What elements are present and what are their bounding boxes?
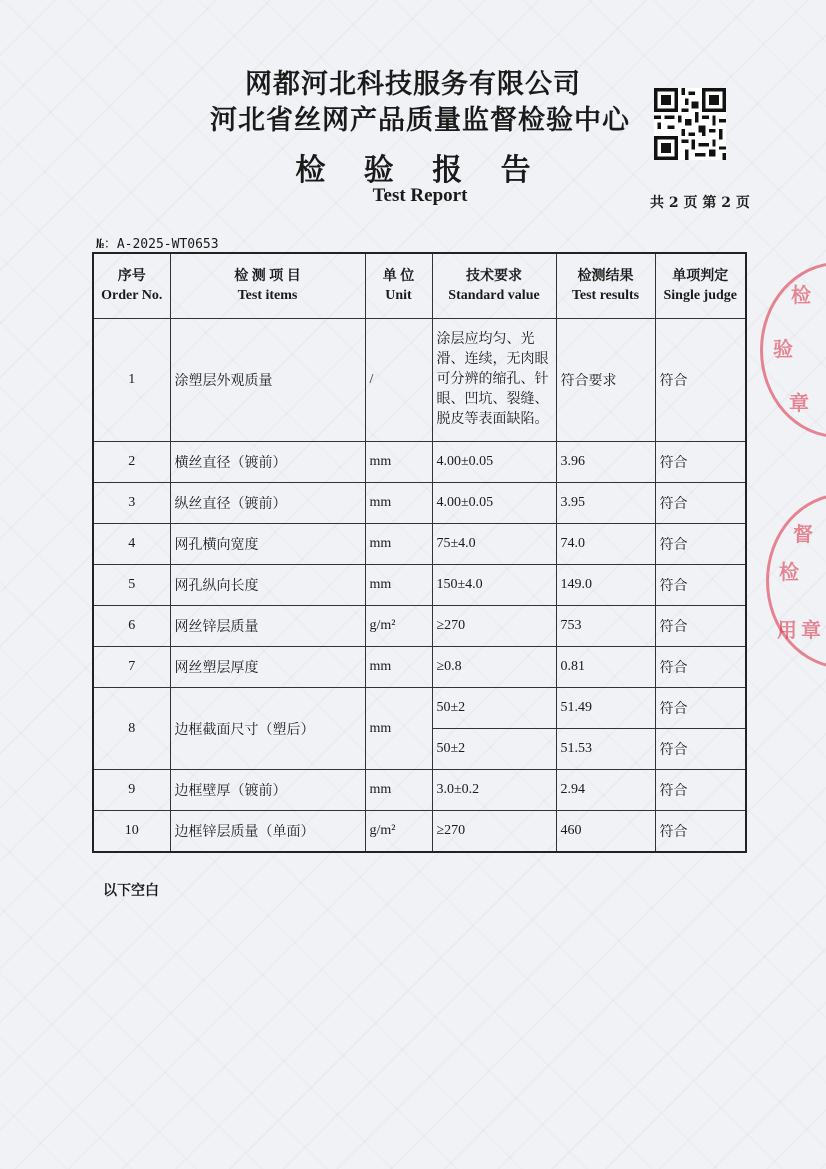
- cell-standard: 涂层应均匀、光滑、连续，无肉眼可分辨的缩孔、针眼、凹坑、裂缝、脱皮等表面缺陷。: [432, 319, 556, 442]
- cell-order: 2: [93, 442, 170, 483]
- table-row: [93, 770, 746, 811]
- cell-result: 3.96: [556, 442, 655, 483]
- cell-standard: 4.00±0.05: [432, 483, 556, 524]
- cell-standard: 4.00±0.05: [432, 442, 556, 483]
- col-header-unit: 单 位 Unit: [365, 253, 432, 319]
- report-title-cn: 检 验 报 告: [295, 153, 545, 188]
- cell-judge: 符合: [655, 483, 746, 524]
- table-row: [93, 319, 746, 442]
- table-header-row: [93, 253, 746, 319]
- cell-order: 7: [93, 647, 170, 688]
- cell-judge: 符合: [655, 606, 746, 647]
- page-info: 共 2 页 第 2 页: [650, 195, 750, 211]
- cell-unit: mm: [365, 770, 432, 811]
- cell-unit: g/m²: [365, 606, 432, 647]
- cell-item: 边框锌层质量（单面）: [170, 811, 365, 853]
- table-row: [93, 524, 746, 565]
- table-row: [93, 565, 746, 606]
- cell-order: 8: [93, 688, 170, 770]
- col-header-standard: 技术要求 Standard value: [432, 253, 556, 319]
- official-seal-stamp: 督 用 章 检: [766, 493, 826, 669]
- cell-result: 2.94: [556, 770, 655, 811]
- cell-item: 横丝直径（镀前）: [170, 442, 365, 483]
- cell-judge: 符合: [655, 688, 746, 729]
- cell-judge: 符合: [655, 565, 746, 606]
- cell-unit: mm: [365, 524, 432, 565]
- cell-result: 460: [556, 811, 655, 853]
- cell-judge: 符合: [655, 442, 746, 483]
- qr-code-icon: [654, 88, 726, 160]
- cell-unit: mm: [365, 442, 432, 483]
- cell-unit: mm: [365, 688, 432, 770]
- cell-standard: ≥0.8: [432, 647, 556, 688]
- table-row: [93, 606, 746, 647]
- official-seal-stamp: 检 章 验: [760, 262, 826, 438]
- cell-item: 网孔横向宽度: [170, 524, 365, 565]
- col-header-item: 检 测 项 目 Test items: [170, 253, 365, 319]
- report-number: №：A-2025-WT0653: [96, 237, 219, 252]
- cell-standard: ≥270: [432, 606, 556, 647]
- cell-unit: /: [365, 319, 432, 442]
- cell-unit: mm: [365, 483, 432, 524]
- col-header-result: 检测结果 Test results: [556, 253, 655, 319]
- cell-judge: 符合: [655, 729, 746, 770]
- cell-item: 边框截面尺寸（塑后）: [170, 688, 365, 770]
- cell-order: 1: [93, 319, 170, 442]
- col-header-judge: 单项判定 Single judge: [655, 253, 746, 319]
- cell-result: 74.0: [556, 524, 655, 565]
- cell-standard: 50±2: [432, 729, 556, 770]
- cell-judge: 符合: [655, 319, 746, 442]
- cell-unit: g/m²: [365, 811, 432, 853]
- org-name-line1: 网都河北科技服务有限公司: [245, 69, 581, 100]
- cell-item: 涂塑层外观质量: [170, 319, 365, 442]
- cell-order: 6: [93, 606, 170, 647]
- cell-order: 4: [93, 524, 170, 565]
- cell-order: 9: [93, 770, 170, 811]
- cell-order: 3: [93, 483, 170, 524]
- cell-item: 网丝塑层厚度: [170, 647, 365, 688]
- cell-item: 网丝锌层质量: [170, 606, 365, 647]
- blank-below-note: 以下空白: [103, 883, 159, 899]
- table-row: [93, 483, 746, 524]
- cell-result: 51.49: [556, 688, 655, 729]
- cell-unit: mm: [365, 647, 432, 688]
- cell-judge: 符合: [655, 811, 746, 853]
- cell-result: 符合要求: [556, 319, 655, 442]
- report-title-en: Test Report: [372, 185, 468, 206]
- cell-standard: 150±4.0: [432, 565, 556, 606]
- cell-result: 3.95: [556, 483, 655, 524]
- cell-item: 纵丝直径（镀前）: [170, 483, 365, 524]
- cell-item: 边框壁厚（镀前）: [170, 770, 365, 811]
- cell-standard: 3.0±0.2: [432, 770, 556, 811]
- cell-judge: 符合: [655, 770, 746, 811]
- col-header-order: 序号 Order No.: [93, 253, 170, 319]
- test-results-table: [92, 252, 747, 853]
- table-row: [93, 647, 746, 688]
- cell-order: 5: [93, 565, 170, 606]
- cell-result: 51.53: [556, 729, 655, 770]
- cell-judge: 符合: [655, 524, 746, 565]
- cell-result: 753: [556, 606, 655, 647]
- cell-unit: mm: [365, 565, 432, 606]
- cell-order: 10: [93, 811, 170, 853]
- cell-standard: 75±4.0: [432, 524, 556, 565]
- org-name-line2: 河北省丝网产品质量监督检验中心: [210, 105, 630, 136]
- table-row: [93, 442, 746, 483]
- table-row: [93, 688, 746, 729]
- cell-standard: 50±2: [432, 688, 556, 729]
- cell-result: 0.81: [556, 647, 655, 688]
- cell-result: 149.0: [556, 565, 655, 606]
- cell-item: 网孔纵向长度: [170, 565, 365, 606]
- cell-standard: ≥270: [432, 811, 556, 853]
- table-row: [93, 811, 746, 853]
- cell-judge: 符合: [655, 647, 746, 688]
